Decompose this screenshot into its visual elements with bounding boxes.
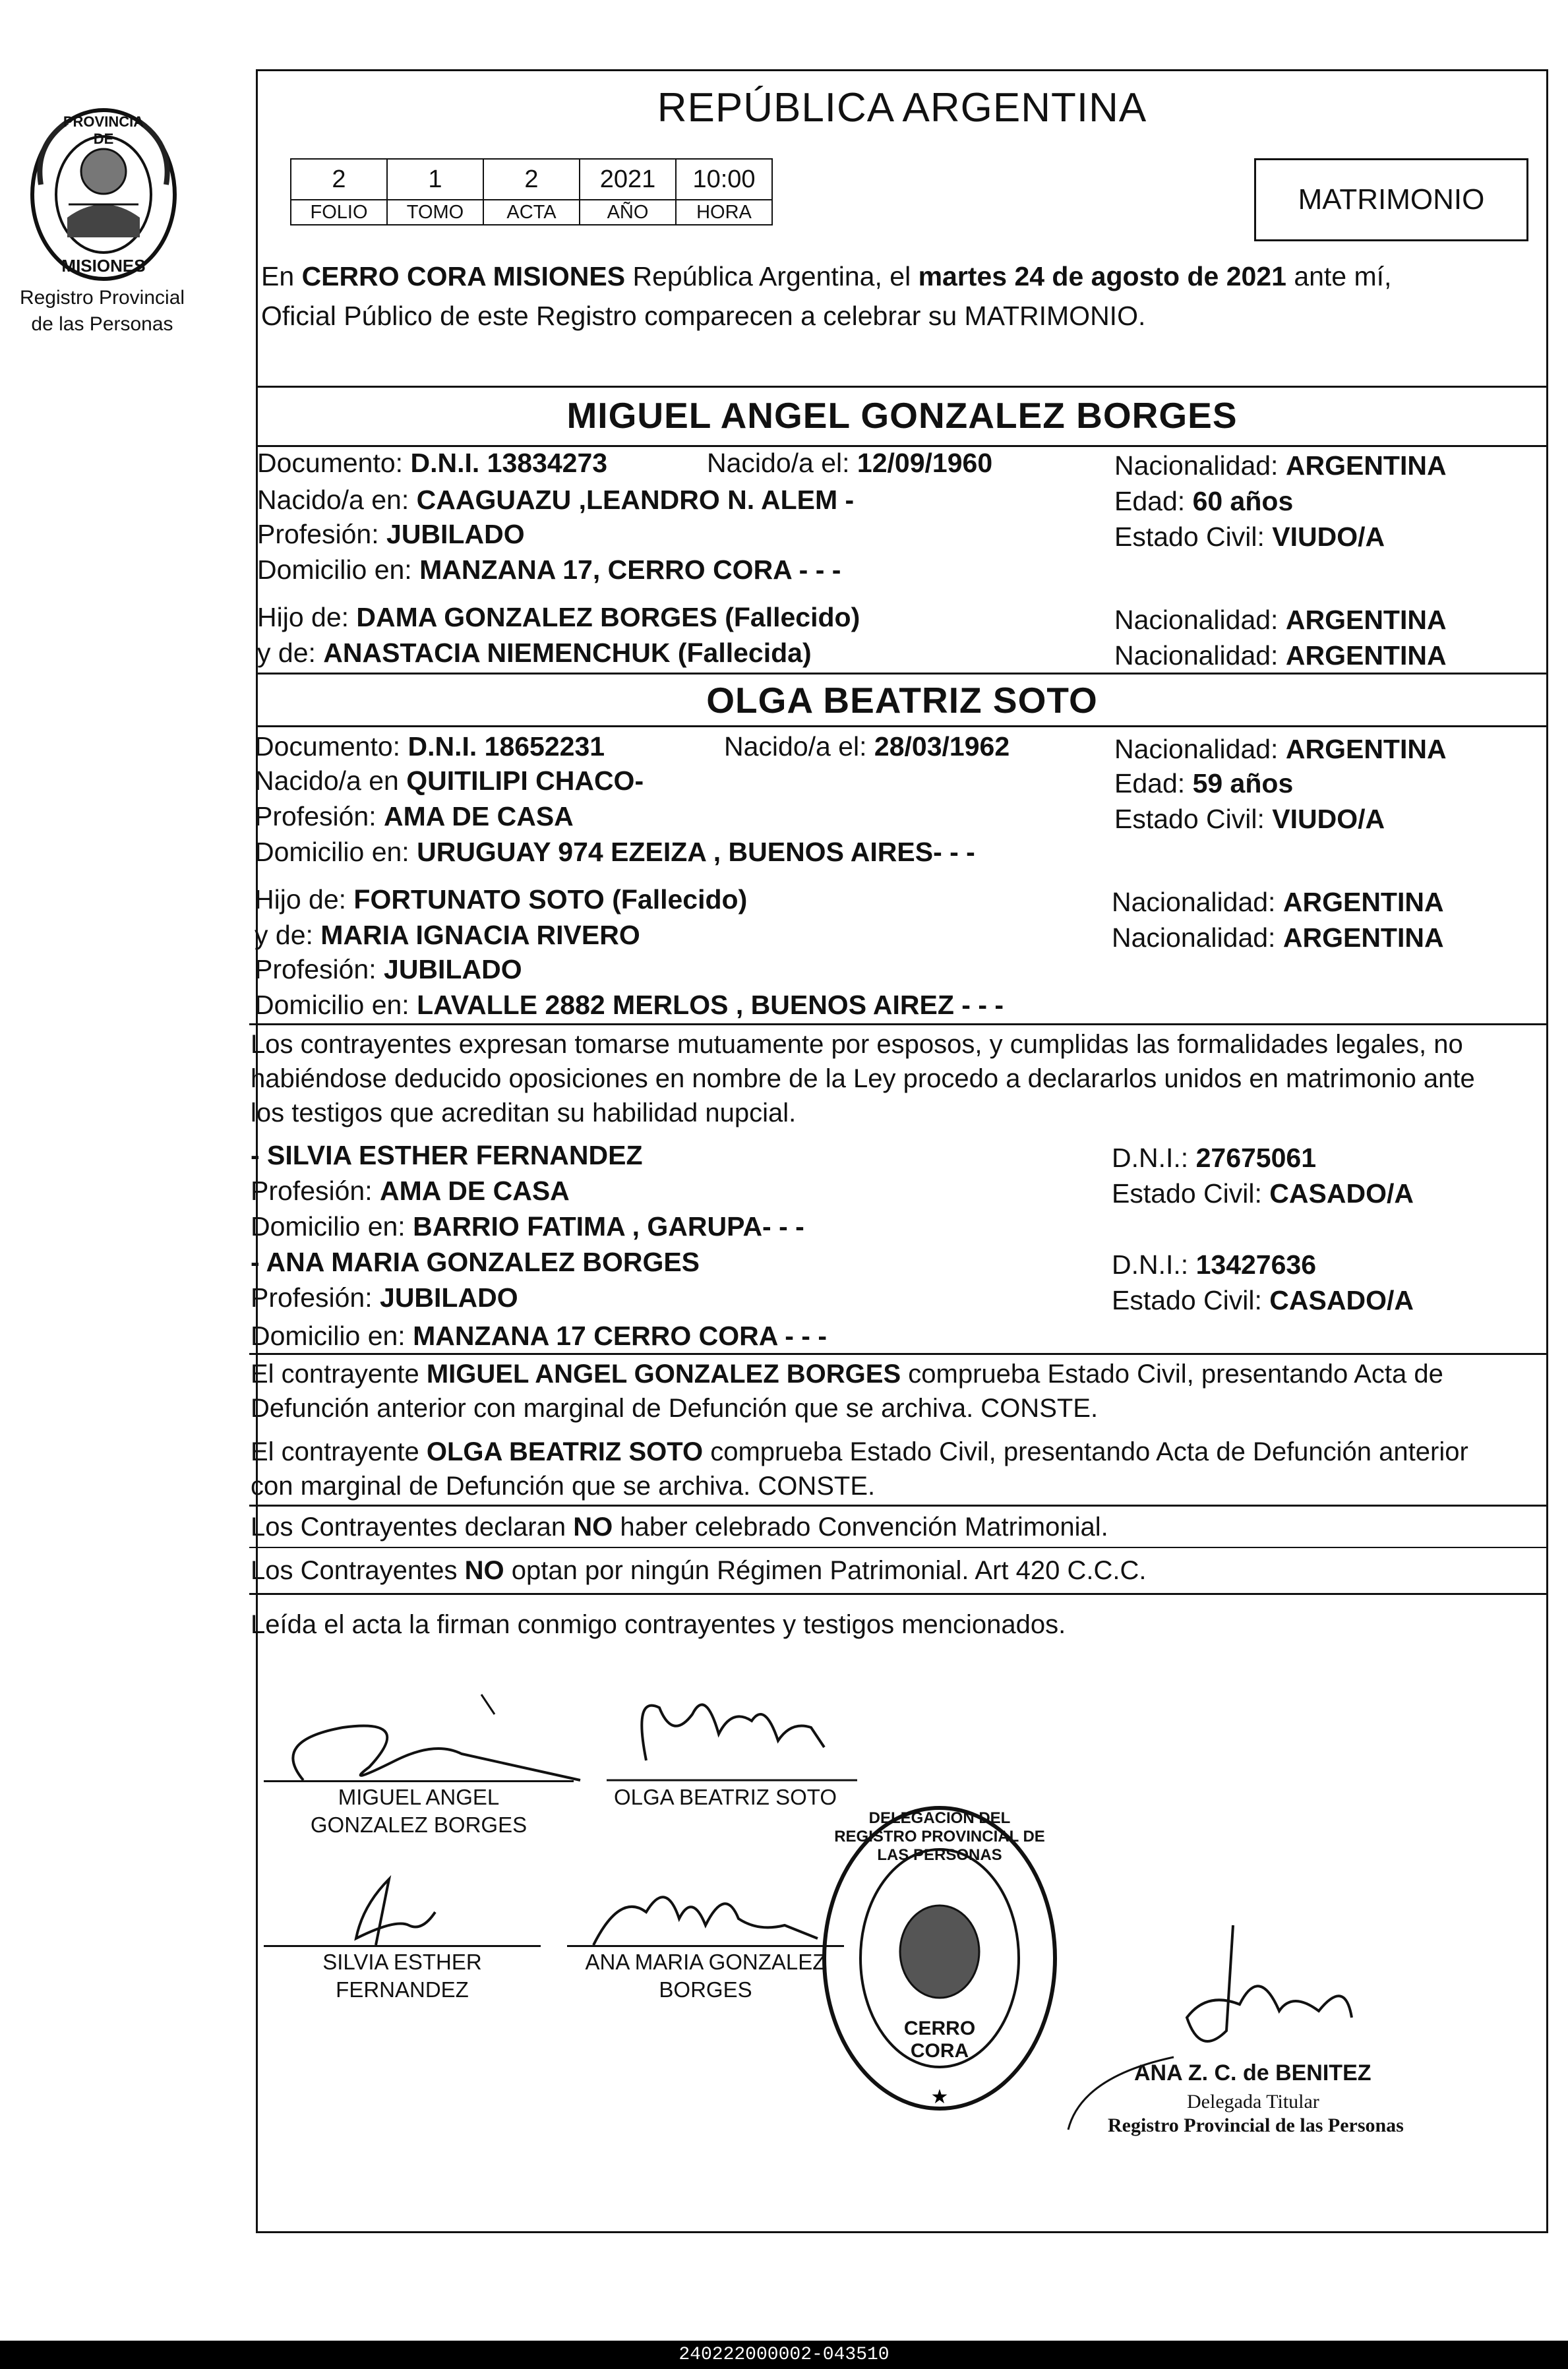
hour-value: 10:00 <box>676 159 772 200</box>
witness-2-profession <box>251 1282 518 1313</box>
registry-stamp <box>818 1800 1062 2116</box>
negation: NO <box>573 1513 613 1542</box>
declaration-line-1: Los contrayentes expresan tomarse mutuamente por esposos, y cumplidas las formalidades legales, no <box>251 1030 1463 1059</box>
label: Nacido/a en: <box>257 485 409 515</box>
divider <box>256 673 1548 675</box>
value: MANZANA 17 CERRO CORA - - - <box>413 1321 828 1351</box>
intro-line-1 <box>261 260 1391 292</box>
value: VIUDO/A <box>1272 522 1385 552</box>
label: Domicilio en: <box>251 1211 406 1242</box>
bride-birthdate <box>724 731 1010 762</box>
value: JUBILADO <box>380 1282 518 1313</box>
bride-address <box>255 836 975 868</box>
value: 12/09/1960 <box>857 448 993 478</box>
bride-signature-label: OLGA BEATRIZ SOTO <box>613 1785 837 1809</box>
folio-label: FOLIO <box>291 200 387 225</box>
label: Edad: <box>1114 768 1186 798</box>
groom-father-nationality <box>1114 604 1447 636</box>
closing-statement: Leída el acta la firman conmigo contrayentes y testigos mencionados. <box>251 1610 1066 1639</box>
groom-nationality <box>1114 450 1447 481</box>
value: ARGENTINA <box>1285 605 1447 635</box>
witness-1-name: - SILVIA ESTHER FERNANDEZ <box>251 1140 643 1170</box>
value: AMA DE CASA <box>380 1176 570 1206</box>
groom-address <box>257 554 841 585</box>
label: Estado Civil: <box>1114 804 1265 834</box>
logo-text-top: PROVINCIA DE <box>63 113 144 147</box>
witness-2-signature-scribble <box>567 1866 844 1958</box>
text: Los Contrayentes declaran <box>251 1513 566 1542</box>
value: LAVALLE 2882 MERLOS , BUENOS AIREZ - - - <box>417 990 1004 1020</box>
intro-place: CERRO CORA MISIONES <box>301 261 626 291</box>
groom-birthplace <box>257 484 854 516</box>
logo-caption-line1: Registro Provincial <box>19 287 185 309</box>
value: JUBILADO <box>386 519 525 549</box>
label-line: FERNANDEZ <box>336 1977 469 2002</box>
document-title: REPÚBLICA ARGENTINA <box>657 85 1147 131</box>
label: Documento: <box>255 731 401 762</box>
year-value: 2021 <box>580 159 676 200</box>
intro-mid: República Argentina, el <box>632 261 911 291</box>
label: Documento: <box>257 448 404 478</box>
label-line: BORGES <box>659 1977 752 2002</box>
value: MANZANA 17, CERRO CORA - - - <box>419 555 841 585</box>
label-line: MIGUEL ANGEL <box>338 1785 500 1809</box>
value: 13427636 <box>1195 1249 1317 1280</box>
value: CASADO/A <box>1269 1285 1414 1315</box>
year-label: AÑO <box>580 200 676 225</box>
proof-groom-line-2: Defunción anterior con marginal de Defunción que se archiva. CONSTE. <box>251 1394 1099 1423</box>
bride-profession <box>255 800 574 832</box>
value: D.N.I. 13834273 <box>410 448 608 478</box>
witness-1-address <box>251 1211 804 1242</box>
label: Profesión: <box>255 954 377 984</box>
label: Estado Civil: <box>1112 1285 1262 1315</box>
signature-line <box>264 1780 574 1782</box>
record-type-box: MATRIMONIO <box>1254 158 1528 241</box>
label: Profesión: <box>251 1282 373 1313</box>
negation: NO <box>464 1556 504 1585</box>
bride-father-nationality <box>1112 886 1444 918</box>
value: ARGENTINA <box>1285 640 1447 671</box>
signature-line <box>264 1945 541 1947</box>
bride-civil-status <box>1114 803 1385 835</box>
label: Nacionalidad: <box>1114 640 1279 671</box>
value: 60 años <box>1192 486 1294 516</box>
value: AMA DE CASA <box>384 801 574 831</box>
text: El contrayente <box>251 1360 419 1389</box>
label: Nacido/a el: <box>724 731 867 762</box>
official-name: ANA Z. C. de BENITEZ <box>1134 2060 1372 2085</box>
label: Estado Civil: <box>1112 1178 1262 1209</box>
intro-en: En <box>261 261 295 291</box>
declaration-line-3: los testigos que acreditan su habilidad nupcial. <box>251 1098 797 1127</box>
value: CASADO/A <box>1269 1178 1414 1209</box>
value: QUITILIPI CHACO- <box>406 765 644 796</box>
text: Los Contrayentes <box>251 1556 458 1585</box>
bride-age <box>1114 767 1293 799</box>
tomo-label: TOMO <box>387 200 483 225</box>
acta-value: 2 <box>483 159 580 200</box>
intro-tail: ante mí, <box>1294 261 1392 291</box>
value: URUGUAY 974 EZEIZA , BUENOS AIRES- - - <box>417 837 975 867</box>
document-id-footer: 240222000002-043510 <box>0 2341 1568 2369</box>
label-line: ANA MARIA GONZALEZ <box>585 1950 826 1974</box>
regime-line-1 <box>251 1511 1108 1543</box>
witness-1-signature-scribble <box>317 1866 462 1958</box>
label: Profesión: <box>251 1176 373 1206</box>
svg-text:★: ★ <box>930 2086 949 2108</box>
divider <box>249 1023 1548 1025</box>
label: Nacionalidad: <box>1114 605 1279 635</box>
stamp-center-text: CERRO CORA <box>903 2018 976 2062</box>
text: comprueba Estado Civil, presentando Acta de Defunción anterior <box>710 1437 1468 1466</box>
bride-document <box>255 731 605 762</box>
divider <box>249 1547 1548 1548</box>
value: 59 años <box>1192 768 1294 798</box>
divider <box>256 386 1548 388</box>
value: DAMA GONZALEZ BORGES (Fallecido) <box>356 602 860 632</box>
value: JUBILADO <box>384 954 522 984</box>
groom-mother <box>257 637 812 669</box>
bride-mother-profession <box>255 953 522 985</box>
label: Nacido/a el: <box>707 448 850 478</box>
bride-signature-scribble <box>593 1681 870 1800</box>
tomo-value: 1 <box>387 159 483 200</box>
regime-line-2 <box>251 1555 1147 1586</box>
folio-value: 2 <box>291 159 387 200</box>
record-reference-table <box>290 158 773 225</box>
proof-bride-line-2: con marginal de Defunción que se archiva. CONSTE. <box>251 1472 876 1501</box>
groom-profession <box>257 518 525 550</box>
logo-text-bottom: MISIONES <box>61 256 146 276</box>
divider <box>249 1353 1548 1355</box>
value: 28/03/1962 <box>874 731 1010 762</box>
label: Domicilio en: <box>251 1321 406 1351</box>
witness-2-civil-status <box>1112 1284 1414 1316</box>
label: Profesión: <box>257 519 379 549</box>
proof-groom-line-1 <box>251 1358 1443 1390</box>
label: Nacionalidad: <box>1114 734 1279 764</box>
label: Nacionalidad: <box>1112 922 1276 953</box>
value: 27675061 <box>1195 1143 1317 1173</box>
text: optan por ningún Régimen Patrimonial. Art 420 C.C.C. <box>511 1556 1147 1585</box>
witness-2-name: - ANA MARIA GONZALEZ BORGES <box>251 1247 700 1277</box>
bride-nationality <box>1114 733 1447 765</box>
label: Hijo de: <box>255 884 347 915</box>
proof-bride-line-1 <box>251 1436 1468 1468</box>
witness-1-signature-label <box>264 1948 541 2004</box>
declaration-line-2: habiéndose deducido oposiciones en nombre de la Ley procedo a declararlos unidos en matrimonio ante <box>251 1064 1475 1093</box>
text: haber celebrado Convención Matrimonial. <box>620 1513 1108 1542</box>
groom-document <box>257 447 607 479</box>
groom-civil-status <box>1114 521 1385 553</box>
text: comprueba Estado Civil, presentando Acta de <box>908 1360 1443 1389</box>
intro-line-2: Oficial Público de este Registro comparecen a celebrar su MATRIMONIO. <box>261 301 1146 331</box>
bride-name: OLGA BEATRIZ SOTO <box>426 1437 704 1466</box>
value: ANASTACIA NIEMENCHUK (Fallecida) <box>323 638 812 668</box>
text: El contrayente <box>251 1437 419 1466</box>
label: Hijo de: <box>257 602 349 632</box>
witness-1-dni <box>1112 1142 1316 1174</box>
witness-1-profession <box>251 1175 570 1207</box>
value: FORTUNATO SOTO (Fallecido) <box>353 884 748 915</box>
acta-label: ACTA <box>483 200 580 225</box>
witness-2-dni <box>1112 1249 1316 1280</box>
bride-mother-nationality <box>1112 922 1444 953</box>
label: Profesión: <box>255 801 377 831</box>
province-seal-logo <box>28 105 179 284</box>
groom-birthdate <box>707 447 992 479</box>
groom-age <box>1114 485 1293 517</box>
signature-line <box>567 1945 844 1947</box>
value: ARGENTINA <box>1285 450 1447 481</box>
label: D.N.I.: <box>1112 1143 1189 1173</box>
divider <box>249 1593 1548 1595</box>
logo-caption-line2: de las Personas <box>31 313 173 335</box>
value: ARGENTINA <box>1282 922 1444 953</box>
value: BARRIO FATIMA , GARUPA- - - <box>413 1211 804 1242</box>
bride-father <box>255 884 747 915</box>
official-organization: Registro Provincial de las Personas <box>1108 2114 1404 2136</box>
label: y de: <box>255 920 313 950</box>
value: CAAGUAZU ,LEANDRO N. ALEM - <box>416 485 855 515</box>
label: Edad: <box>1114 486 1186 516</box>
logo-caption <box>0 285 204 338</box>
value: D.N.I. 18652231 <box>407 731 605 762</box>
intro-date: martes 24 de agosto de 2021 <box>918 261 1286 291</box>
bride-mother-address <box>255 989 1004 1021</box>
divider <box>249 1505 1548 1507</box>
witness-2-address <box>251 1320 827 1352</box>
groom-father <box>257 601 860 633</box>
witness-2-signature-label <box>567 1948 844 2004</box>
groom-name: MIGUEL ANGEL GONZALEZ BORGES <box>426 1360 901 1389</box>
witness-1-civil-status <box>1112 1178 1414 1209</box>
groom-signature-label <box>264 1784 574 1839</box>
bride-name-heading: OLGA BEATRIZ SOTO <box>706 680 1098 721</box>
label: Estado Civil: <box>1114 522 1265 552</box>
label-line: GONZALEZ BORGES <box>310 1813 528 1837</box>
label: Nacido/a en <box>255 765 399 796</box>
label: Domicilio en: <box>255 837 409 867</box>
label-line: SILVIA ESTHER <box>322 1950 482 1974</box>
bride-birthplace <box>255 765 644 796</box>
groom-mother-nationality <box>1114 640 1447 671</box>
label: D.N.I.: <box>1112 1249 1189 1280</box>
bride-mother <box>255 919 640 951</box>
official-role: Delegada Titular <box>1187 2091 1319 2113</box>
label: y de: <box>257 638 316 668</box>
value: VIUDO/A <box>1272 804 1385 834</box>
value: MARIA IGNACIA RIVERO <box>320 920 640 950</box>
hour-label: HORA <box>676 200 772 225</box>
divider <box>256 725 1548 727</box>
label: Domicilio en: <box>257 555 412 585</box>
label: Domicilio en: <box>255 990 409 1020</box>
label: Nacionalidad: <box>1114 450 1279 481</box>
label: Nacionalidad: <box>1112 887 1276 917</box>
value: ARGENTINA <box>1285 734 1447 764</box>
stamp-ring-text: DELEGACION DEL REGISTRO PROVINCIAL DE LAS PERSONAS <box>834 1809 1045 1864</box>
value: ARGENTINA <box>1282 887 1444 917</box>
groom-name-heading: MIGUEL ANGEL GONZALEZ BORGES <box>566 395 1238 436</box>
